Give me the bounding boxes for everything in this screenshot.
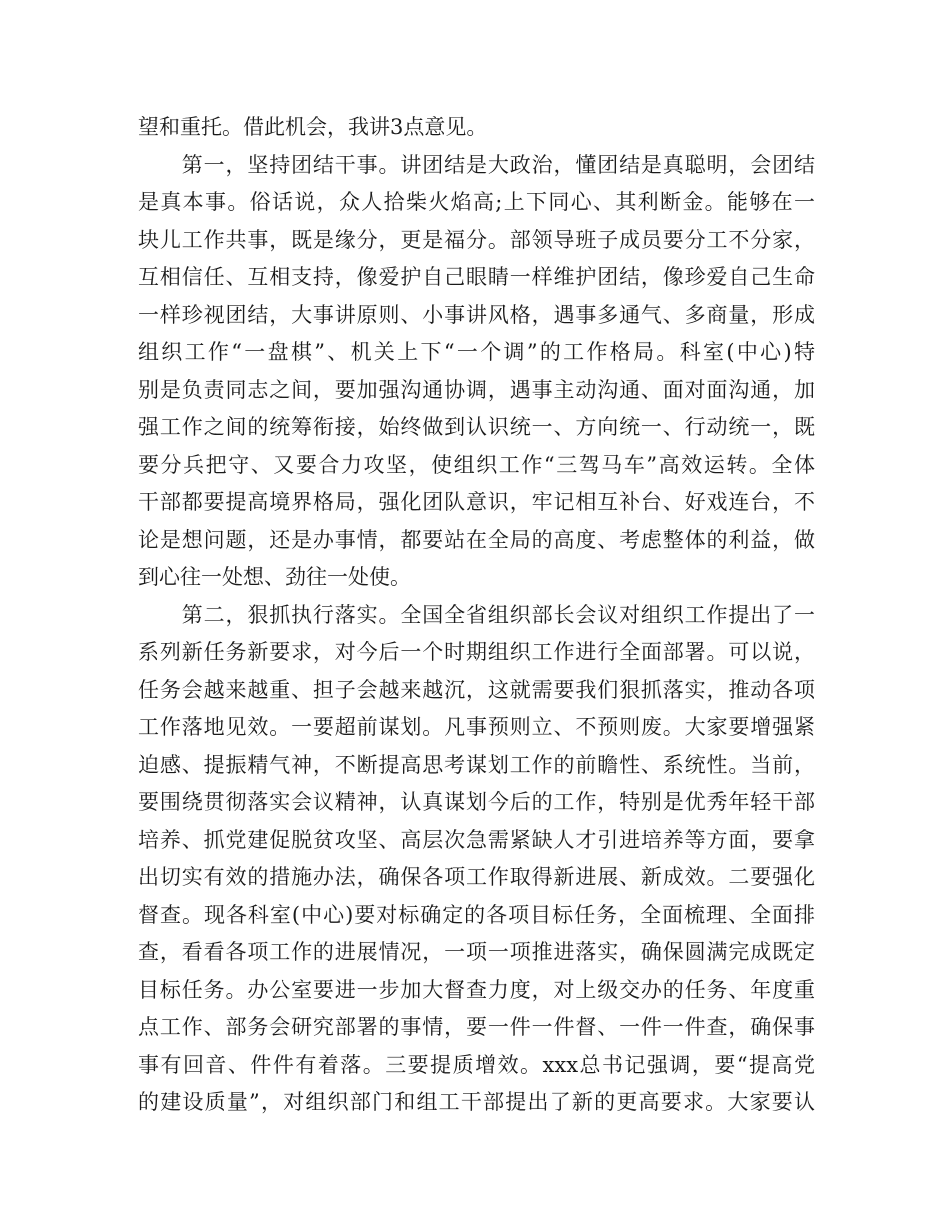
text-line: 一样珍视团结，大事讲原则、小事讲风格，遇事多通气、多商量，形成: [138, 302, 815, 327]
text-line: 是真本事。俗话说，众人拾柴火焰高;上下同心、其利断金。能够在一: [138, 190, 815, 214]
text-line: 目标任务。办公室要进一步加大督查力度，对上级交办的任务、年度重: [138, 977, 815, 1002]
text-line: 干部都要提高境界格局，强化团队意识，牢记相互补台、好戏连台，不: [138, 490, 815, 514]
text-line: 要围绕贯彻落实会议精神，认真谋划今后的工作，特别是优秀年轻干部: [138, 790, 815, 814]
text-line: 论是想问题，还是办事情，都要站在全局的高度、考虑整体的利益，做: [138, 527, 815, 552]
text-line: 督查。现各科室(中心)要对标确定的各项目标任务，全面梳理、全面排: [138, 902, 815, 927]
text-line: 任务会越来越重、担子会越来越沉，这就需要我们狠抓落实，推动各项: [138, 677, 815, 702]
text-line: 工作落地见效。一要超前谋划。凡事预则立、不预则废。大家要增强紧: [138, 715, 815, 739]
text-line: 块儿工作共事，既是缘分，更是福分。部领导班子成员要分工不分家，: [138, 227, 815, 252]
text-line: 组织工作“一盘棋”、机关上下“一个调”的工作格局。科室(中心)特: [138, 340, 815, 364]
text-line: 点工作、部务会研究部署的事情，要一件一件督、一件一件查，确保事: [138, 1015, 815, 1039]
text-line: 查，看看各项工作的进展情况，一项一项推进落实，确保圆满完成既定: [138, 940, 815, 964]
text-line: 到心往一处想、劲往一处使。: [138, 565, 411, 589]
text-line: 系列新任务新要求，对今后一个时期组织工作进行全面部署。可以说，: [138, 640, 815, 664]
text-line: 迫感、提振精气神，不断提高思考谋划工作的前瞻性、系统性。当前，: [138, 752, 815, 777]
text-line: 要分兵把守、又要合力攻坚，使组织工作“三驾马车”高效运转。全体: [138, 452, 815, 477]
text-line: 的建设质量”，对组织部门和组工干部提出了新的更高要求。大家要认: [138, 1090, 815, 1114]
text-line: 互相信任、互相支持，像爱护自己眼睛一样维护团结，像珍爱自己生命: [138, 265, 815, 289]
text-line: 培养、抓党建促脱贫攻坚、高层次急需紧缺人才引进培养等方面，要拿: [138, 827, 815, 852]
body-text: [138, 109, 815, 1122]
text-line: 事有回音、件件有着落。三要提质增效。xxx总书记强调，要“提高党: [138, 1052, 815, 1077]
text-line: 望和重托。借此机会，我讲3点意见。: [138, 115, 488, 139]
text-line: 第二，狠抓执行落实。全国全省组织部长会议对组织工作提出了一: [138, 602, 815, 627]
text-line: 出切实有效的措施办法，确保各项工作取得新进展、新成效。二要强化: [138, 865, 815, 889]
text-line: 第一，坚持团结干事。讲团结是大政治，懂团结是真聪明，会团结: [138, 152, 815, 177]
text-line: 强工作之间的统筹衔接，始终做到认识统一、方向统一、行动统一，既: [138, 415, 815, 439]
text-line: 别是负责同志之间，要加强沟通协调，遇事主动沟通、面对面沟通，加: [138, 377, 815, 402]
